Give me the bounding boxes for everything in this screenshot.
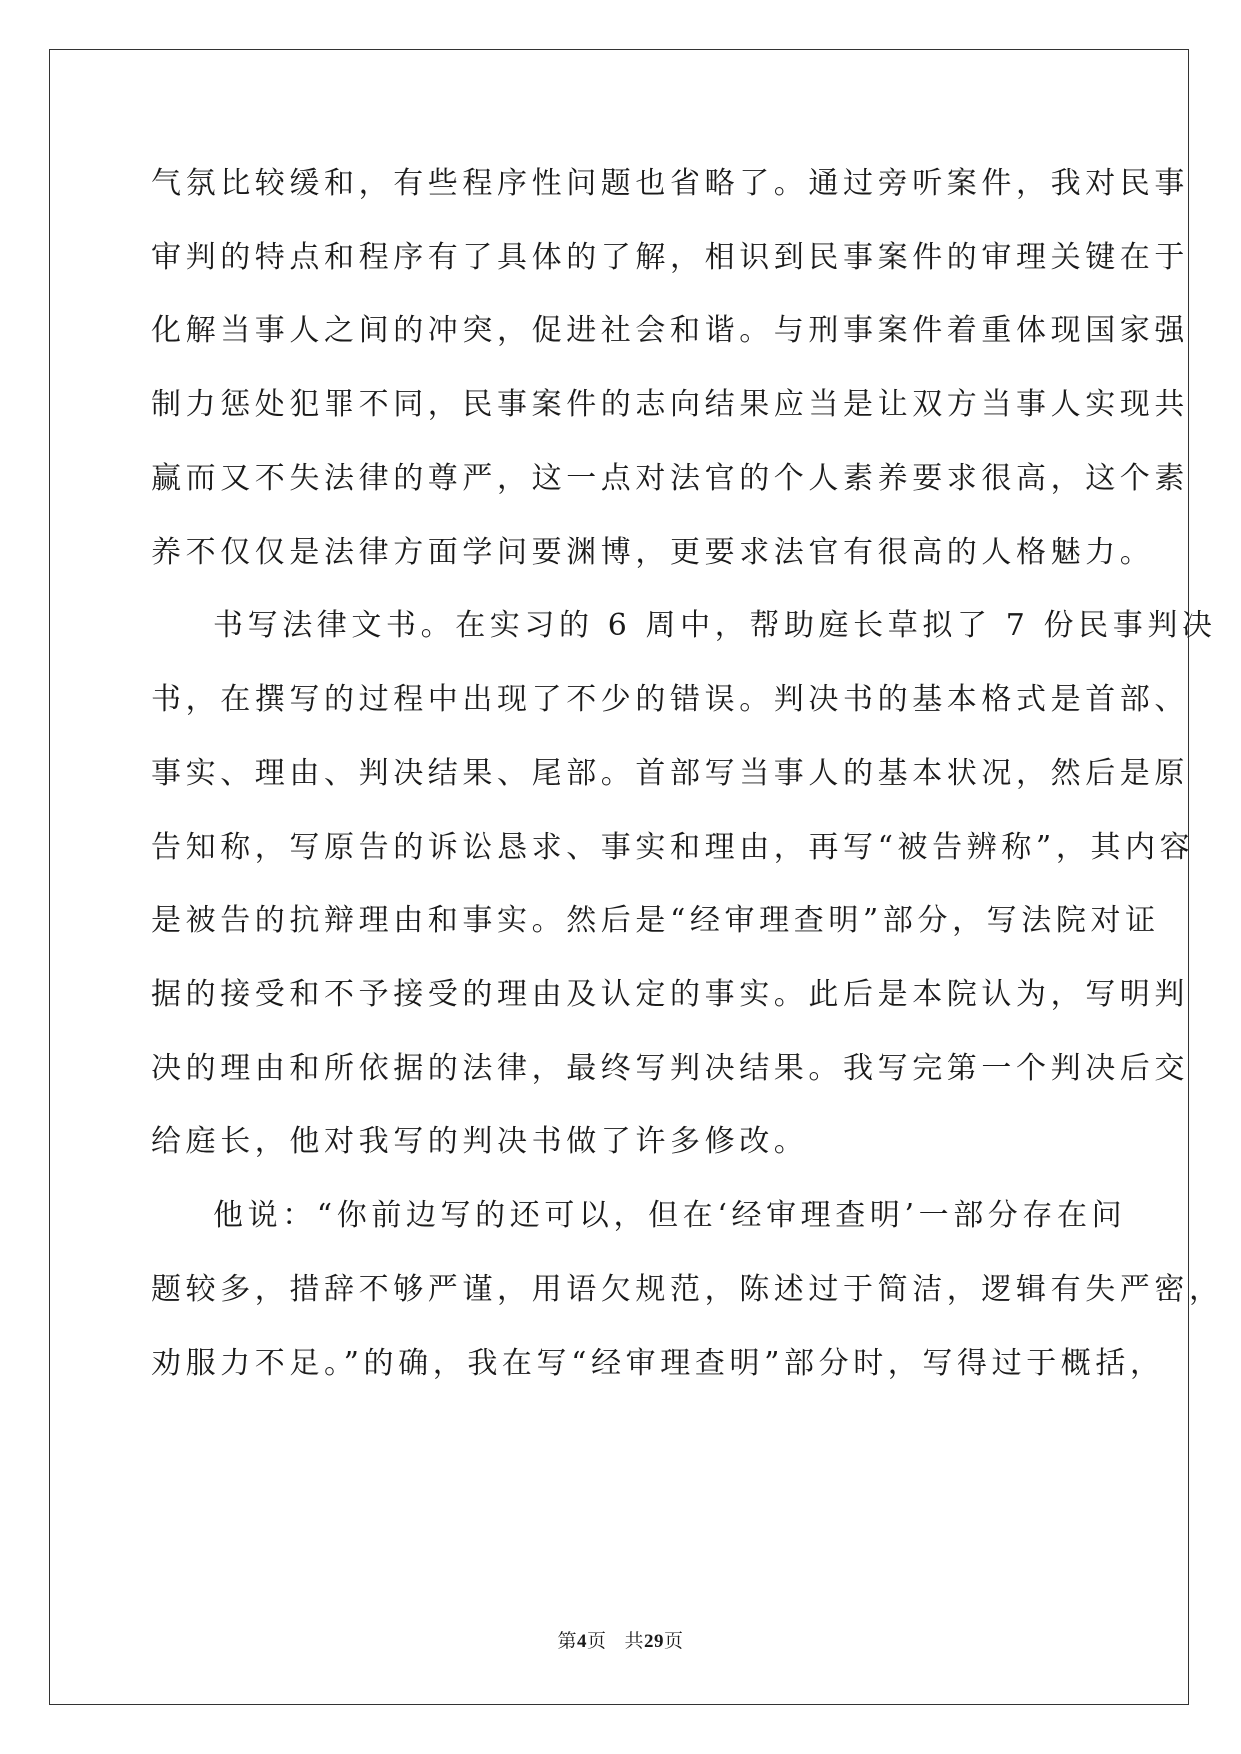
- text-line: 化解当事人之间的冲突，促进社会和谐。与刑事案件着重体现国家强: [151, 313, 1189, 348]
- paragraph-first-line: 书写法律文书。在实习的 6 周中，帮助庭长草拟了 7 份民事判决: [213, 608, 1217, 643]
- footer-total-prefix: 共: [624, 1630, 645, 1652]
- text-line: 事实、理由、判决结果、尾部。首部写当事人的基本状况，然后是原: [151, 756, 1189, 791]
- text-line: 书，在撰写的过程中出现了不少的错误。判决书的基本格式是首部、: [151, 682, 1189, 717]
- text-line: 养不仅仅是法律方面学问要渊博，更要求法官有很高的人格魅力。: [151, 535, 1155, 570]
- footer-prefix: 第: [557, 1630, 577, 1652]
- total-pages-number: 29: [644, 1631, 665, 1652]
- page-border: [49, 49, 1189, 1705]
- text-line: 告知称，写原告的诉讼恳求、事实和理由，再写“被告辨称”，其内容: [151, 830, 1195, 865]
- text-line: 决的理由和所依据的法律，最终写判决结果。我写完第一个判决后交: [151, 1051, 1189, 1086]
- page-footer: [0, 1630, 1241, 1653]
- text-line: 审判的特点和程序有了具体的了解，相识到民事案件的审理关键在于: [151, 240, 1189, 275]
- text-line: 是被告的抗辩理由和事实。然后是“经审理查明”部分，写法院对证: [151, 903, 1160, 938]
- text-line: 制力惩处犯罪不同，民事案件的志向结果应当是让双方当事人实现共: [151, 387, 1189, 422]
- footer-page-label: 页: [586, 1630, 607, 1652]
- text-line: 给庭长，他对我写的判决书做了许多修改。: [151, 1124, 809, 1159]
- text-line: 气氛比较缓和，有些程序性问题也省略了。通过旁听案件，我对民事: [151, 166, 1189, 201]
- text-line: 劝服力不足。”的确，我在写“经审理查明”部分时，写得过于概括，: [151, 1346, 1165, 1381]
- text-line: 赢而又不失法律的尊严，这一点对法官的个人素养要求很高，这个素: [151, 461, 1189, 496]
- text-line: 据的接受和不予接受的理由及认定的事实。此后是本院认为，写明判: [151, 977, 1189, 1012]
- footer-total-label: 页: [664, 1630, 684, 1652]
- current-page-number: 4: [576, 1631, 587, 1652]
- text-line: 题较多，措辞不够严谨，用语欠规范，陈述过于简洁，逻辑有失严密，: [151, 1272, 1224, 1307]
- paragraph-first-line: 他说：“你前边写的还可以，但在‘经审理查明’一部分存在问: [213, 1198, 1127, 1233]
